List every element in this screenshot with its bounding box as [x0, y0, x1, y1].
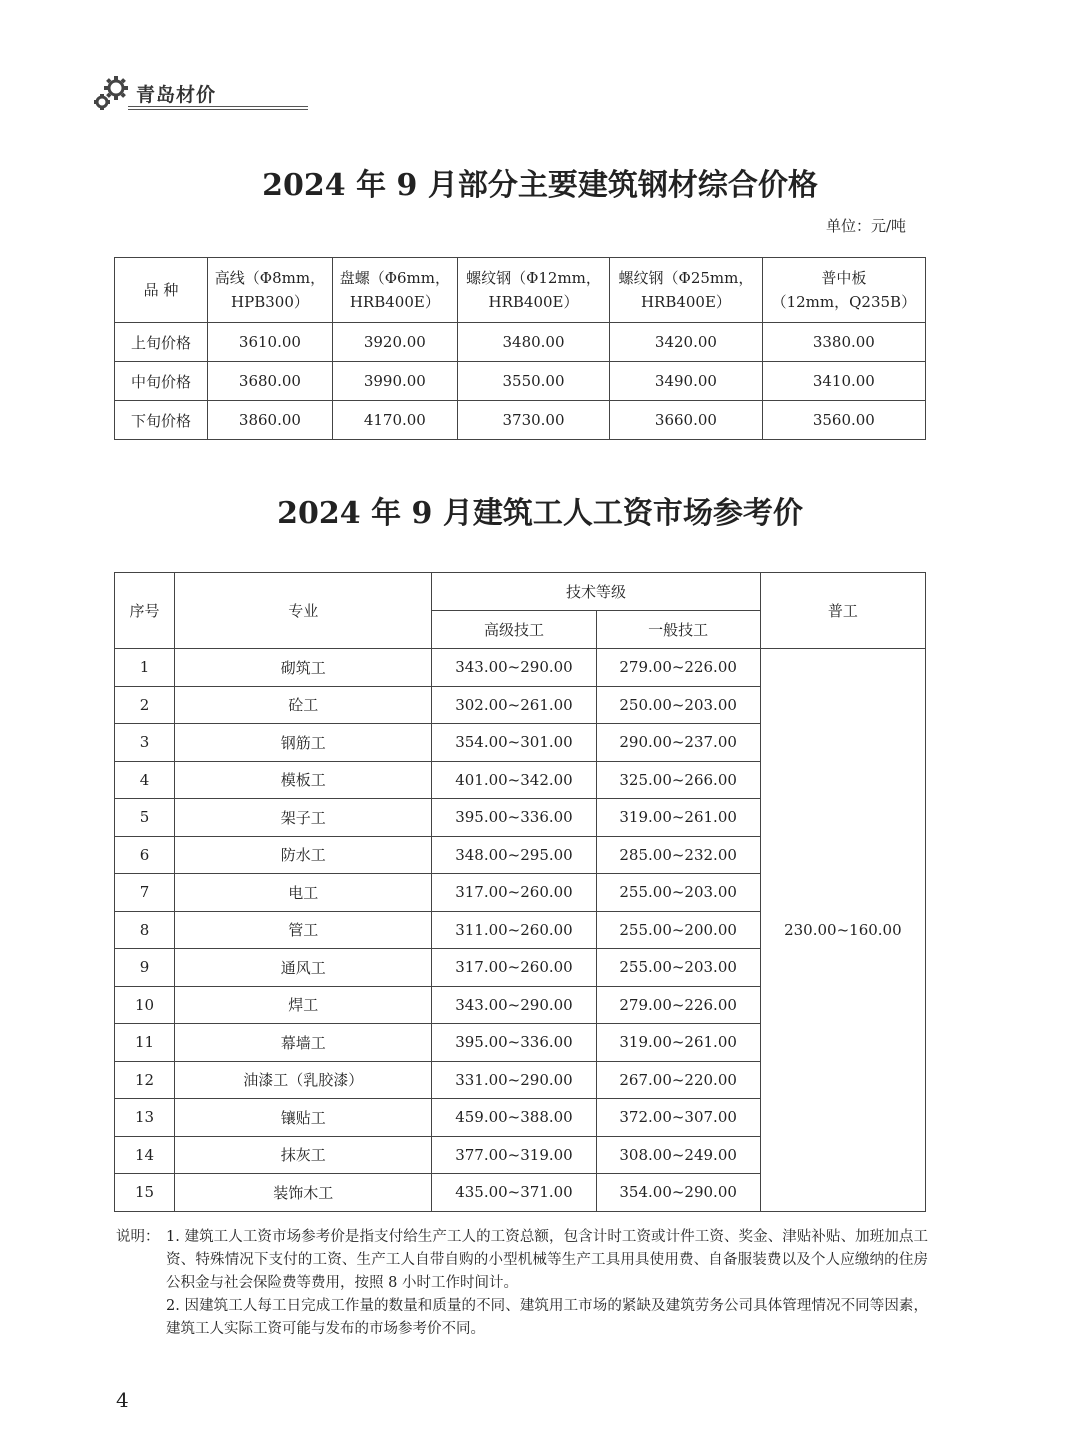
general-cell: 319.00~261.00 [596, 799, 760, 837]
row-label: 下旬价格 [115, 401, 208, 440]
trade-cell: 焊工 [175, 986, 432, 1024]
table-header-row [115, 573, 926, 611]
row-label: 上旬价格 [115, 323, 208, 362]
row-label: 中旬价格 [115, 362, 208, 401]
header-cell: 品 种 [115, 258, 208, 323]
header-logo [90, 72, 220, 112]
general-cell: 285.00~232.00 [596, 836, 760, 874]
notes [116, 1226, 928, 1341]
note-text: 1. 建筑工人工资市场参考价是指支付给生产工人的工资总额，包含计时工资或计件工资、奖金、津贴补贴、加班加点工资、特殊情况下支付的工资、生产工人自带自购的小型机械等生产工具用具使用费、自备服装费以及个人应缴纳的住房公积金与社会保险费等费用，按照 8 小时工作时间计。 [166, 1229, 928, 1291]
senior-cell: 377.00~319.00 [432, 1136, 596, 1174]
trade-cell: 通风工 [175, 949, 432, 987]
general-cell: 279.00~226.00 [596, 986, 760, 1024]
laborer-cell: 230.00~160.00 [760, 649, 925, 1212]
senior-cell: 348.00~295.00 [432, 836, 596, 874]
price-cell: 3490.00 [610, 362, 762, 401]
header-cell: 普中板 （12mm，Q235B） [762, 258, 925, 323]
senior-cell: 311.00~260.00 [432, 911, 596, 949]
header-cell: 螺纹钢（Φ12mm， HRB400E） [457, 258, 609, 323]
seq-cell: 13 [115, 1099, 175, 1137]
steel-title: 2024 年 9 月部分主要建筑钢材综合价格 [262, 168, 818, 203]
senior-cell: 331.00~290.00 [432, 1061, 596, 1099]
seq-cell: 1 [115, 649, 175, 687]
trade-cell: 砼工 [175, 686, 432, 724]
trade-cell: 幕墙工 [175, 1024, 432, 1062]
seq-cell: 2 [115, 686, 175, 724]
seq-cell: 3 [115, 724, 175, 762]
table-row [115, 323, 926, 362]
trade-cell: 模板工 [175, 761, 432, 799]
price-cell: 3990.00 [332, 362, 457, 401]
seq-cell: 9 [115, 949, 175, 987]
seq-cell: 10 [115, 986, 175, 1024]
notes-label: 说明： [116, 1229, 160, 1245]
header-senior: 高级技工 [432, 611, 596, 649]
price-cell: 3550.00 [457, 362, 609, 401]
steel-price-table [114, 257, 926, 440]
seq-cell: 11 [115, 1024, 175, 1062]
unit-label: 单位：元/吨 [825, 217, 906, 235]
wage-table [114, 572, 926, 1212]
seq-cell: 7 [115, 874, 175, 912]
price-cell: 3610.00 [208, 323, 333, 362]
price-cell: 3410.00 [762, 362, 925, 401]
general-cell: 325.00~266.00 [596, 761, 760, 799]
price-cell: 3480.00 [457, 323, 609, 362]
trade-cell: 电工 [175, 874, 432, 912]
trade-cell: 镶贴工 [175, 1099, 432, 1137]
trade-cell: 抹灰工 [175, 1136, 432, 1174]
general-cell: 354.00~290.00 [596, 1174, 760, 1212]
table-row [115, 649, 926, 687]
price-cell: 3380.00 [762, 323, 925, 362]
price-cell: 3680.00 [208, 362, 333, 401]
trade-cell: 装饰木工 [175, 1174, 432, 1212]
general-cell: 255.00~203.00 [596, 874, 760, 912]
trade-cell: 架子工 [175, 799, 432, 837]
senior-cell: 401.00~342.00 [432, 761, 596, 799]
seq-cell: 8 [115, 911, 175, 949]
header-rule [128, 106, 308, 107]
trade-cell: 油漆工（乳胶漆） [175, 1061, 432, 1099]
table-row [115, 362, 926, 401]
price-cell: 4170.00 [332, 401, 457, 440]
header-general: 一般技工 [596, 611, 760, 649]
senior-cell: 435.00~371.00 [432, 1174, 596, 1212]
general-cell: 267.00~220.00 [596, 1061, 760, 1099]
note-1 [116, 1226, 928, 1295]
header-grade: 技术等级 [432, 573, 760, 611]
header-cell: 盘螺（Φ6mm， HRB400E） [332, 258, 457, 323]
header-cell: 高线（Φ8mm， HPB300） [208, 258, 333, 323]
general-cell: 308.00~249.00 [596, 1136, 760, 1174]
general-cell: 290.00~237.00 [596, 724, 760, 762]
senior-cell: 343.00~290.00 [432, 649, 596, 687]
wage-title: 2024 年 9 月建筑工人工资市场参考价 [277, 496, 803, 531]
table-row [115, 401, 926, 440]
seq-cell: 4 [115, 761, 175, 799]
header-trade: 专业 [175, 573, 432, 649]
senior-cell: 317.00~260.00 [432, 949, 596, 987]
header-cell: 螺纹钢（Φ25mm， HRB400E） [610, 258, 762, 323]
senior-cell: 317.00~260.00 [432, 874, 596, 912]
general-cell: 279.00~226.00 [596, 649, 760, 687]
price-cell: 3560.00 [762, 401, 925, 440]
seq-cell: 12 [115, 1061, 175, 1099]
brand-name: 青岛材价 [136, 84, 217, 106]
trade-cell: 钢筋工 [175, 724, 432, 762]
seq-cell: 14 [115, 1136, 175, 1174]
senior-cell: 395.00~336.00 [432, 1024, 596, 1062]
seq-cell: 15 [115, 1174, 175, 1212]
header-rule [128, 109, 308, 110]
header-seq: 序号 [115, 573, 175, 649]
senior-cell: 459.00~388.00 [432, 1099, 596, 1137]
page-number: 4 [116, 1388, 129, 1412]
price-cell: 3730.00 [457, 401, 609, 440]
senior-cell: 302.00~261.00 [432, 686, 596, 724]
seq-cell: 6 [115, 836, 175, 874]
general-cell: 250.00~203.00 [596, 686, 760, 724]
senior-cell: 343.00~290.00 [432, 986, 596, 1024]
trade-cell: 防水工 [175, 836, 432, 874]
general-cell: 255.00~203.00 [596, 949, 760, 987]
price-cell: 3660.00 [610, 401, 762, 440]
senior-cell: 354.00~301.00 [432, 724, 596, 762]
seq-cell: 5 [115, 799, 175, 837]
price-cell: 3920.00 [332, 323, 457, 362]
general-cell: 255.00~200.00 [596, 911, 760, 949]
note-2: 2. 因建筑工人每工日完成工作量的数量和质量的不同、建筑用工市场的紧缺及建筑劳务公司具体管理情况不同等因素，建筑工人实际工资可能与发布的市场参考价不同。 [166, 1298, 928, 1337]
general-cell: 372.00~307.00 [596, 1099, 760, 1137]
price-cell: 3860.00 [208, 401, 333, 440]
trade-cell: 砌筑工 [175, 649, 432, 687]
senior-cell: 395.00~336.00 [432, 799, 596, 837]
trade-cell: 管工 [175, 911, 432, 949]
table-header-row [115, 258, 926, 323]
price-cell: 3420.00 [610, 323, 762, 362]
general-cell: 319.00~261.00 [596, 1024, 760, 1062]
header-laborer: 普工 [760, 573, 925, 649]
